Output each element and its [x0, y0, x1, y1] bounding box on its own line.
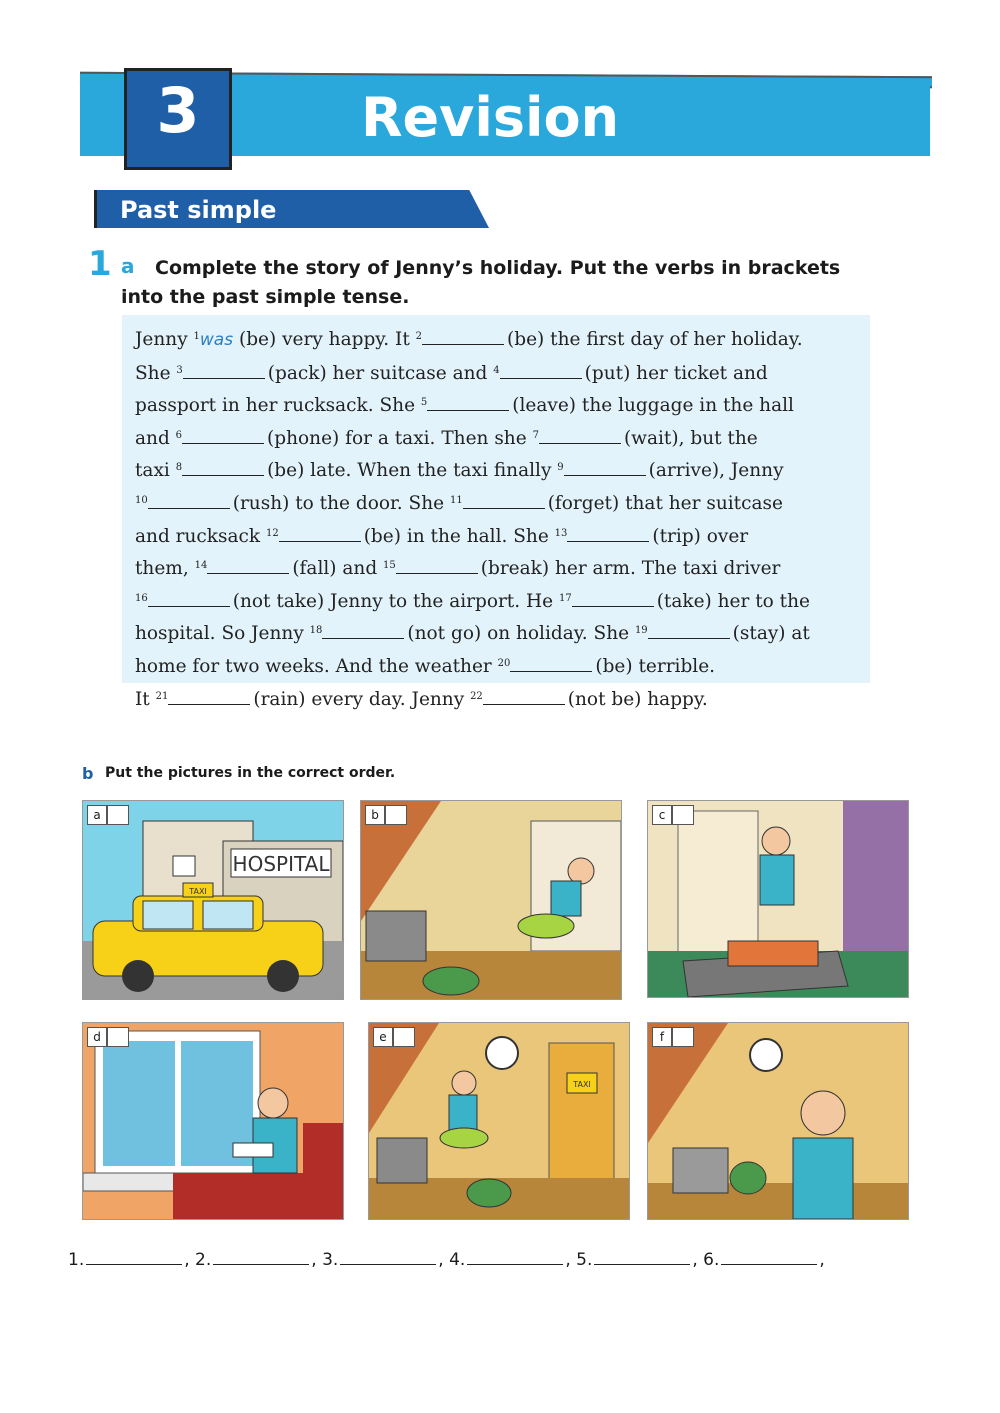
order-blank[interactable]	[213, 1250, 309, 1265]
story-line: Jenny $^1$was (be) very happy. It $^2$ (be) the first day of her holiday.	[135, 329, 803, 350]
girl-rushing-illustration	[369, 1023, 629, 1219]
svg-text:TAXI: TAXI	[189, 887, 207, 896]
answer-blank[interactable]	[483, 690, 565, 705]
girl-tripping-illustration	[361, 801, 621, 999]
picture-label: b	[365, 805, 385, 825]
order-answer-box[interactable]	[107, 1027, 129, 1047]
picture-b	[360, 800, 622, 1000]
order-answer-line: 1. , 2. , 3. , 4. , 5. , 6. ,	[68, 1250, 825, 1270]
picture-label: c	[652, 805, 672, 825]
order-answer-box[interactable]	[672, 805, 694, 825]
answer-blank[interactable]	[564, 461, 646, 476]
unit-number: 3	[156, 74, 200, 147]
story-line: taxi $^8$ (be) late. When the taxi finally $^9$ (arrive), Jenny	[135, 460, 784, 482]
picture-a	[82, 800, 344, 1000]
order-blank[interactable]	[340, 1250, 436, 1265]
picture-f	[647, 1022, 909, 1220]
girl-packing-illustration	[648, 801, 908, 997]
order-answer-box[interactable]	[672, 1027, 694, 1047]
order-blank[interactable]	[86, 1250, 182, 1265]
order-answer-box[interactable]	[385, 805, 407, 825]
story-line: home for two weeks. And the weather $^{20}$ (be) terrible.	[135, 655, 716, 677]
answer-blank[interactable]	[182, 429, 264, 444]
girl-phoning-illustration	[648, 1023, 908, 1219]
story-line: It $^{21}$ (rain) every day. Jenny $^{22}$ (not be) happy.	[135, 688, 708, 710]
answer-blank[interactable]	[183, 364, 265, 379]
story-text	[135, 322, 865, 714]
picture-e	[368, 1022, 630, 1220]
answer-blank[interactable]	[148, 592, 230, 607]
answer-blank[interactable]	[510, 657, 592, 672]
picture-label: d	[87, 1027, 107, 1047]
order-blank[interactable]	[467, 1250, 563, 1265]
answer-blank[interactable]	[427, 396, 509, 411]
picture-d	[82, 1022, 344, 1220]
picture-label: a	[87, 805, 107, 825]
picture-label: f	[652, 1027, 672, 1047]
answer-blank[interactable]	[168, 690, 250, 705]
answer-blank[interactable]	[539, 429, 621, 444]
svg-text:TAXI: TAXI	[573, 1080, 591, 1089]
answer-blank[interactable]	[279, 527, 361, 542]
picture-label: e	[373, 1027, 393, 1047]
answer-blank[interactable]	[148, 494, 230, 509]
story-line: She $^3$ (pack) her suitcase and $^4$ (put) her ticket and	[135, 362, 768, 384]
answer-blank[interactable]	[648, 624, 730, 639]
svg-text:HOSPITAL: HOSPITAL	[232, 852, 330, 876]
story-line: and rucksack $^{12}$ (be) in the hall. She $^{13}$ (trip) over	[135, 525, 749, 547]
answer-blank[interactable]	[396, 559, 478, 574]
story-line: $^{10}$ (rush) to the door. She $^{11}$ (forget) that her suitcase	[135, 492, 783, 514]
answer-blank[interactable]	[207, 559, 289, 574]
page-title: Revision	[360, 86, 620, 149]
answer-blank[interactable]	[572, 592, 654, 607]
story-line: and $^6$ (phone) for a taxi. Then she $^7$ (wait), but the	[135, 427, 758, 449]
order-answer-box[interactable]	[393, 1027, 415, 1047]
part-b-letter: b	[82, 764, 94, 783]
answer-blank[interactable]	[422, 330, 504, 345]
story-line: passport in her rucksack. She $^5$ (leave) the luggage in the hall	[135, 395, 794, 417]
story-line: them, $^{14}$ (fall) and $^{15}$ (break) her arm. The taxi driver	[135, 558, 781, 580]
answer-blank[interactable]	[567, 527, 649, 542]
section-title: Past simple	[120, 196, 277, 224]
answer-blank[interactable]	[500, 364, 582, 379]
girl-broken-arm-illustration	[83, 1023, 343, 1219]
part-b-instruction: Put the pictures in the correct order.	[105, 765, 396, 781]
story-line: $^{16}$ (not take) Jenny to the airport. He $^{17}$ (take) her to the	[135, 590, 810, 612]
order-blank[interactable]	[721, 1250, 817, 1265]
story-line: hospital. So Jenny $^{18}$ (not go) on holiday. She $^{19}$ (stay) at	[135, 623, 810, 645]
exercise-letter: a	[121, 254, 135, 278]
example-answer: was	[199, 330, 234, 350]
picture-c	[647, 800, 909, 998]
order-blank[interactable]	[594, 1250, 690, 1265]
answer-blank[interactable]	[322, 624, 404, 639]
answer-blank[interactable]	[182, 461, 264, 476]
answer-blank[interactable]	[463, 494, 545, 509]
exercise-instruction: Complete the story of Jenny’s holiday. Put the verbs in brackets into the past simple tense.	[121, 257, 841, 308]
order-answer-box[interactable]	[107, 805, 129, 825]
hospital-taxi-illustration	[83, 801, 343, 999]
exercise-number: 1	[88, 244, 112, 284]
